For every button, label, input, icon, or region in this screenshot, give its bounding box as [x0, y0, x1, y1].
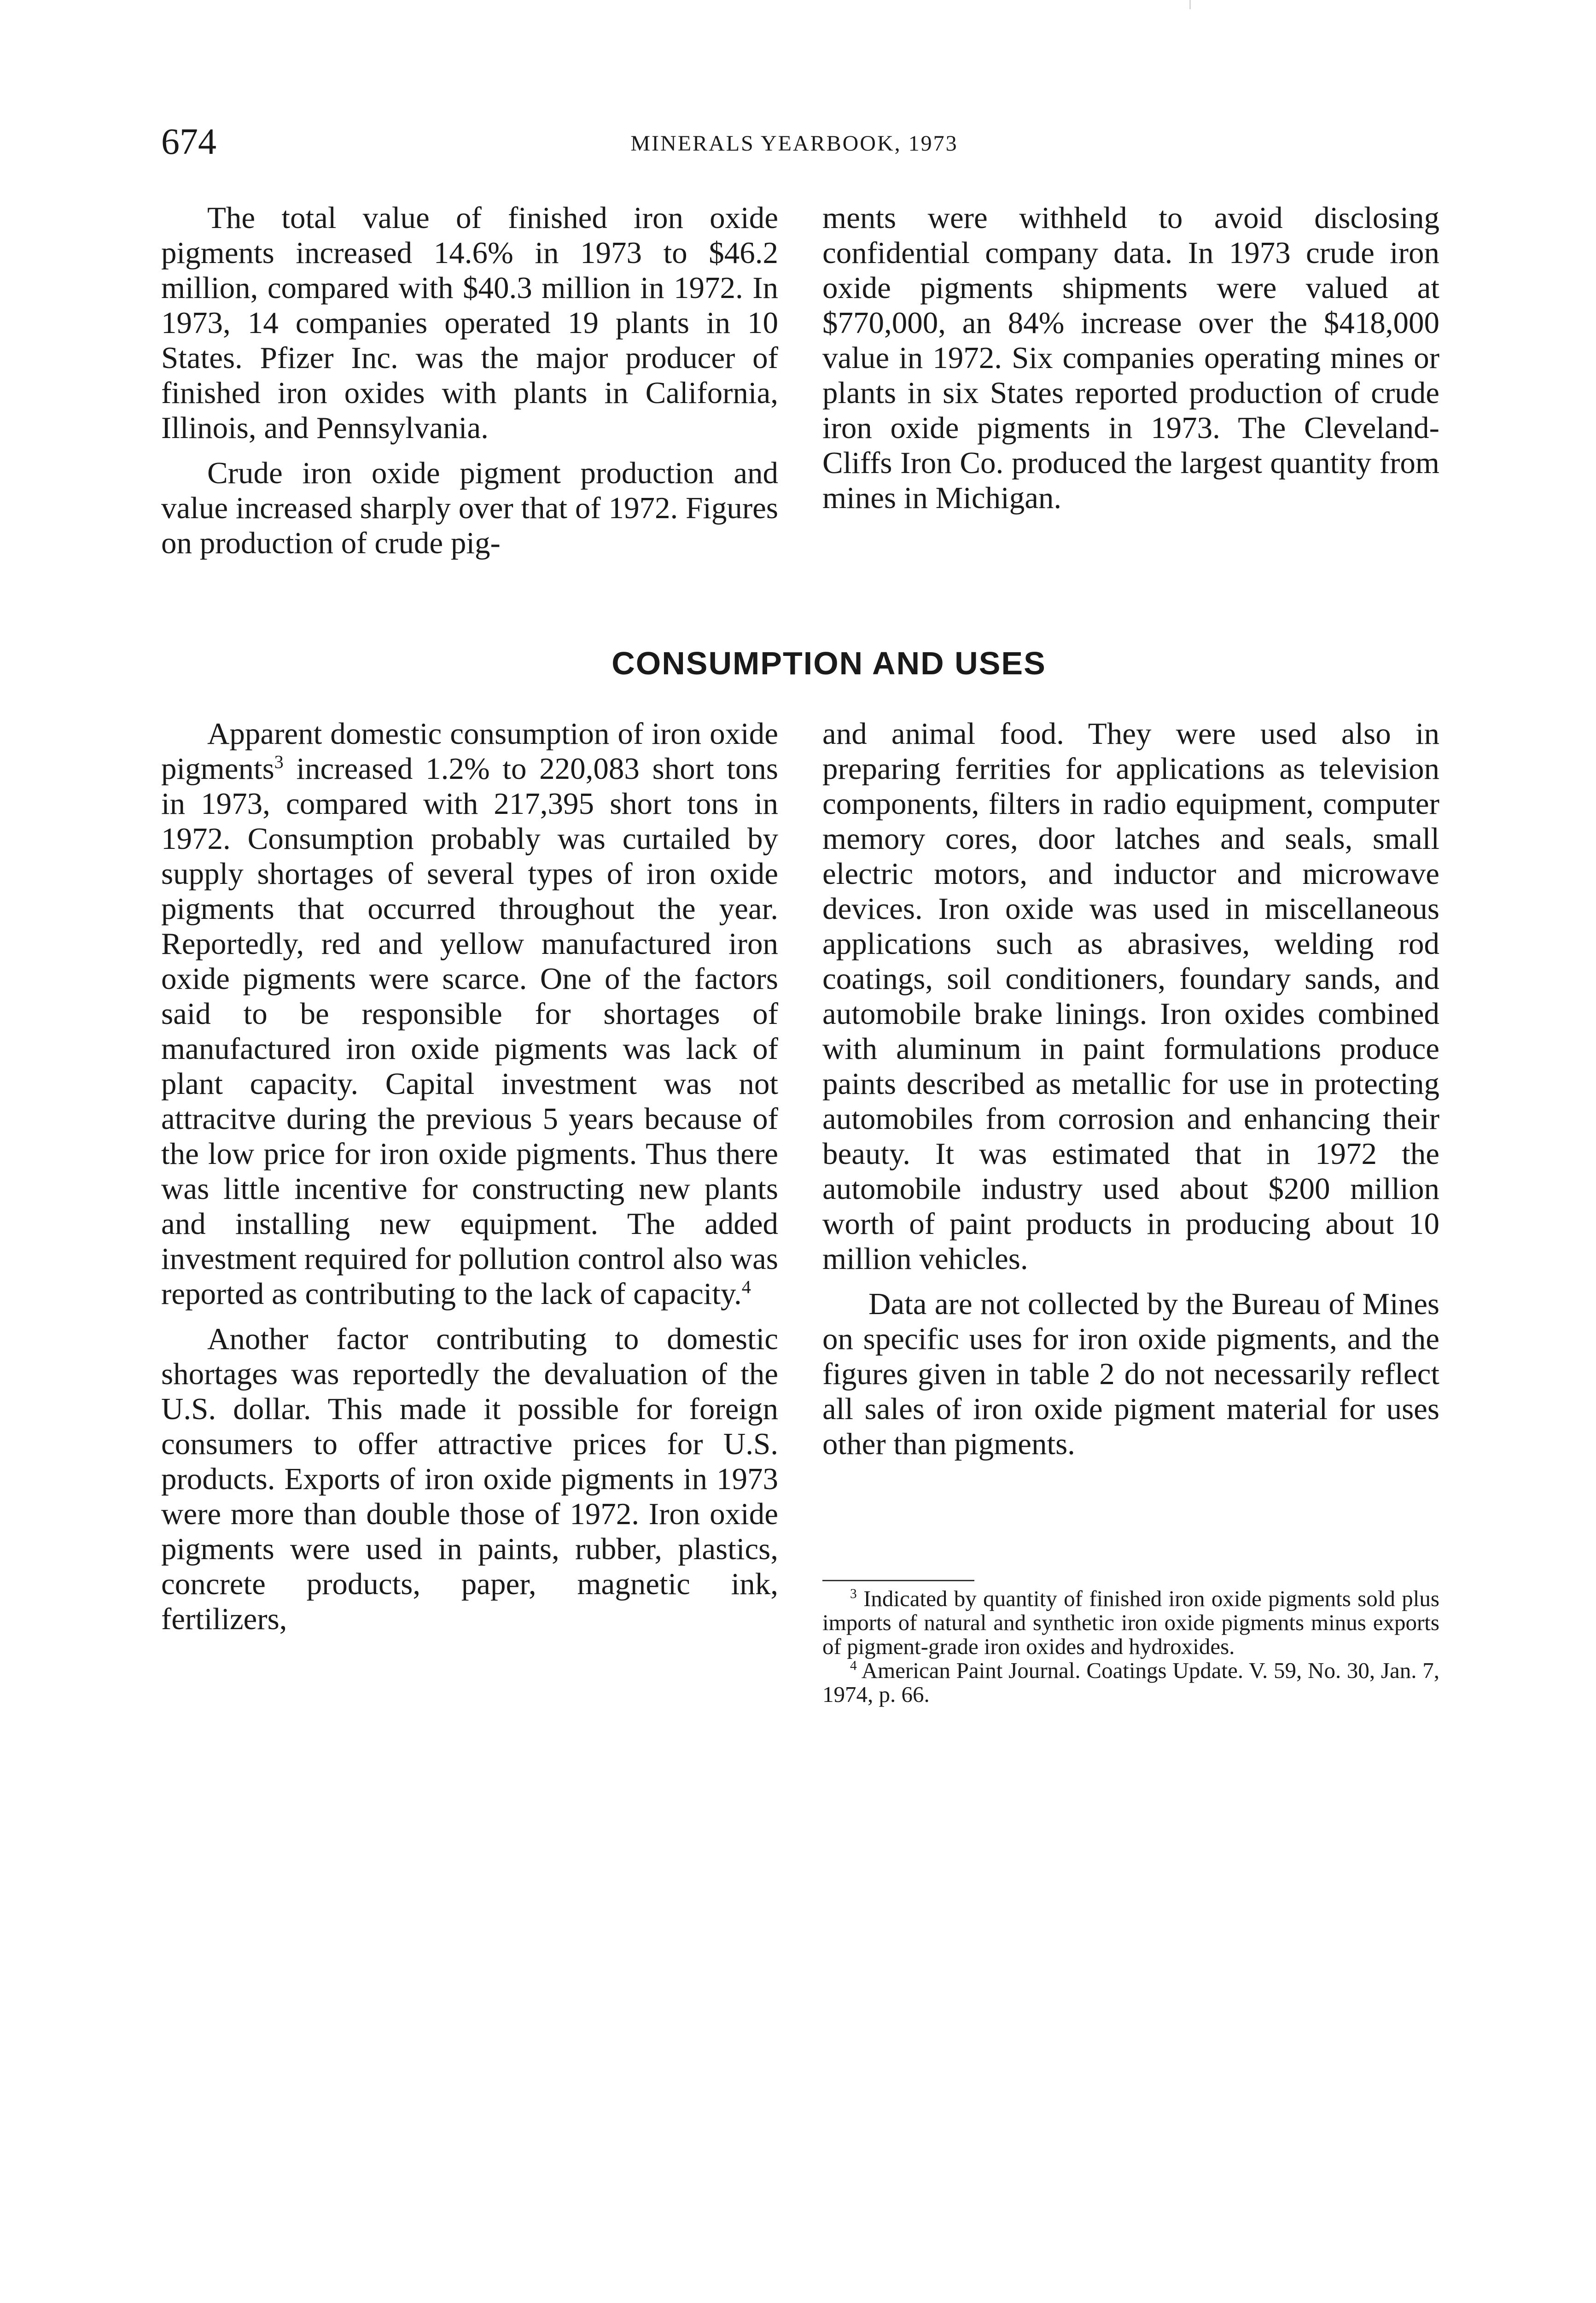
running-title: MINERALS YEARBOOK, 1973 — [630, 131, 958, 156]
paragraph — [161, 716, 778, 1311]
paragraph: The total value of finished iron oxide pigments increased 14.6% in 1973 to $46.2 million, compared with $40.3 million in 1972. In 1973, 14 companies operated 19 plants in 10 States. Pfizer Inc. was the major producer of finished iron oxides with plants in California, Illinois, and Pennsylvania. — [161, 201, 778, 445]
section-heading: CONSUMPTION AND USES — [612, 645, 1046, 681]
paragraph: Data are not collected by the Bureau of Mines on specific uses for iron oxide pigments, and the figures given in table 2 do not necessarily reflect all sales of iron oxide pigment material for uses other than pigments. — [822, 1287, 1439, 1461]
bottom-left-column — [161, 716, 778, 1647]
paragraph: Another factor contributing to domestic shortages was reportedly the devaluation of the U.S. dollar. This made it possible for foreign consumers to offer attractive prices for U.S. products. Exports of iron oxide pigments in 1973 were more than double those of 1972. Iron oxide pigments were used in paints, rubber, plastics, concrete products, paper, magnetic ink, fertilizers, — [161, 1322, 778, 1636]
top-left-column — [161, 200, 778, 571]
paragraph: Crude iron oxide pigment production and value increased sharply over that of 1972. Figures on production of crude pig- — [161, 456, 778, 560]
page-number: 674 — [161, 122, 216, 162]
paragraph-text: Apparent domestic consumption of iron oxide pigments — [161, 717, 778, 786]
bottom-right-column — [822, 716, 1439, 1472]
scan-edge-mark — [1189, 0, 1191, 9]
footnote-ref: 3 — [274, 751, 284, 772]
footnote-text: American Paint Journal. Coatings Update. V. 59, No. 30, Jan. 7, 1974, p. 66. — [822, 1658, 1440, 1707]
paragraph: and animal food. They were used also in preparing ferrities for applications as television components, filters in radio equipment, computer memory cores, door latches and seals, small electric motors, and inductor and microwave devices. Iron oxide was used in miscellaneous applications such as abrasives, welding rod coatings, soil conditioners, foundary sands, and automobile brake linings. Iron oxides combined with aluminum in paint formulations produce paints described as metallic for use in protecting automobiles from corrosion and enhancing their beauty. It was estimated that in 1972 the automobile industry used about $200 million worth of paint products in producing about 10 million vehicles. — [822, 717, 1439, 1276]
footnote-text: Indicated by quantity of finished iron oxide pigments sold plus imports of natural and synthetic iron oxide pigments minus exports of pigment-grade iron oxides and hydroxides. — [822, 1586, 1439, 1659]
footnote-mark: 4 — [850, 1658, 857, 1673]
paragraph: ments were withheld to avoid disclosing confidential company data. In 1973 crude iron oxide pigments shipments were valued at $770,000, an 84% increase over the $418,000 value in 1972. Six companies operating mines or plants in six States reported production of crude iron oxide pigments in 1973. The Cleveland-Cliffs Iron Co. produced the largest quantity from mines in Michigan. — [822, 201, 1439, 515]
footnote — [822, 1659, 1439, 1707]
footnote — [822, 1587, 1439, 1659]
footnote-divider — [822, 1580, 974, 1581]
footnote-mark: 3 — [850, 1586, 857, 1602]
footnotes — [822, 1587, 1439, 1707]
footnote-ref: 4 — [741, 1276, 751, 1298]
paragraph-text: increased 1.2% to 220,083 short tons in 1973, compared with 217,395 short tons in 1972. Consumption probably was curtailed by supply shortages of several types of iron oxide pigments that occurred throughout the year. Reportedly, red and yellow manufactured iron oxide pigments were scarce. One of the factors said to be responsible for shortages of manufactured iron oxide pigments was lack of plant capacity. Capital investment was not attracitve during the previous 5 years because of the low price for iron oxide pigments. Thus there was little incentive for constructing new plants and installing new equipment. The added investment required for pollution control also was reported as contributing to the lack of capacity. — [161, 752, 778, 1311]
top-right-column — [822, 200, 1439, 526]
